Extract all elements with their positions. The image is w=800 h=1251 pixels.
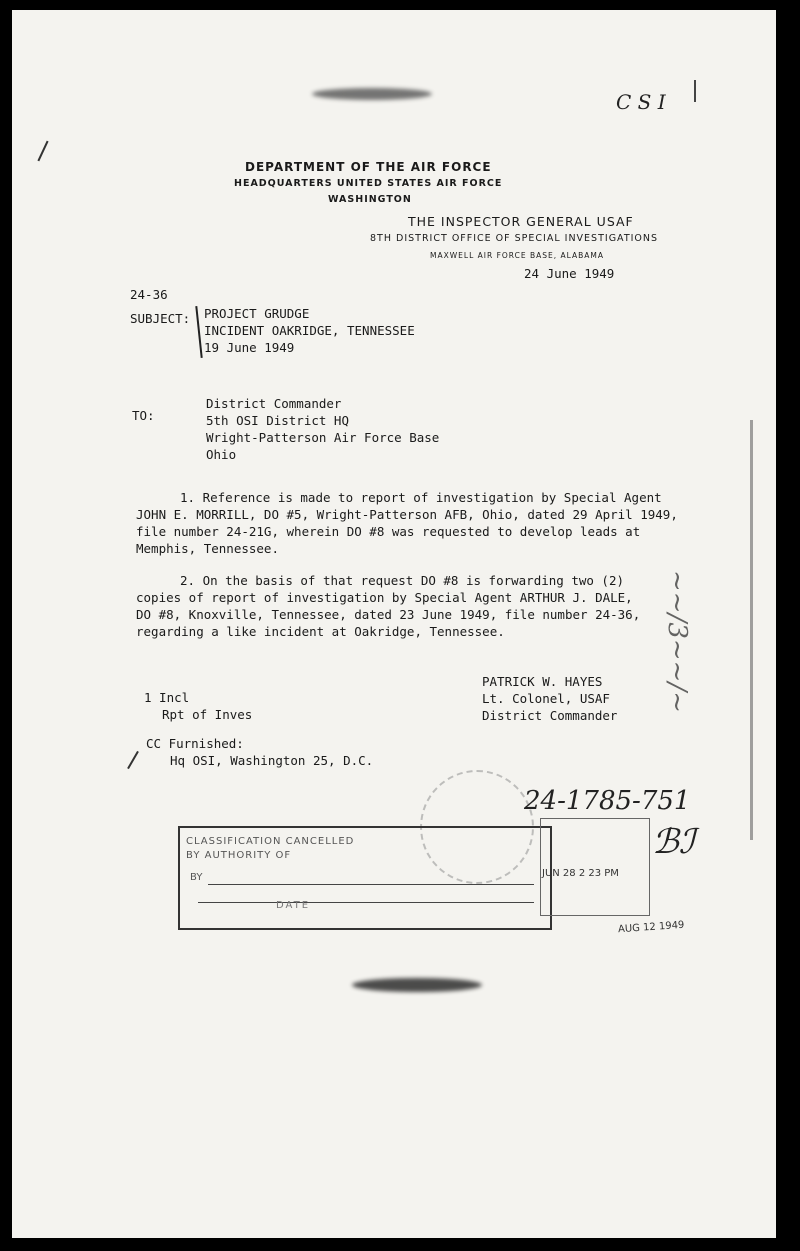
paragraph-2-line-4: regarding a like incident at Oakridge, Tennessee. [136, 624, 505, 639]
subject-label: SUBJECT: [130, 311, 191, 326]
cc-label: CC Furnished: [146, 736, 244, 751]
stamp-by-label: BY [190, 872, 203, 883]
subject-line-3: 19 June 1949 [204, 340, 295, 355]
stamp-date-line [198, 902, 534, 903]
received-time: JUN 28 2 23 PM [542, 868, 619, 879]
letter-date: 24 June 1949 [524, 266, 615, 281]
office-title: THE INSPECTOR GENERAL USAF [408, 214, 634, 229]
enclosure-line-2: Rpt of Inves [162, 707, 253, 722]
paragraph-2-line-2: copies of report of investigation by Special Agent ARTHUR J. DALE, [136, 590, 633, 605]
margin-tick [694, 80, 696, 102]
to-line-1: District Commander [206, 396, 342, 411]
received-initials: ℬℐ [652, 822, 695, 862]
subject-bracket [195, 306, 202, 358]
file-mark: C S I [616, 90, 666, 114]
office-district: 8TH DISTRICT OFFICE OF SPECIAL INVESTIGATIONS [370, 233, 659, 244]
bottom-smudge [352, 978, 482, 992]
signature-title: District Commander [482, 708, 618, 723]
signature-name: PATRICK W. HAYES [482, 674, 603, 689]
letterhead-headquarters: HEADQUARTERS UNITED STATES AIR FORCE [234, 178, 503, 189]
enclosure-line-1: 1 Incl [144, 690, 190, 705]
paragraph-2-line-3: DO #8, Knoxville, Tennessee, dated 23 June 1949, file number 24-36, [136, 607, 641, 622]
subject-line-1: PROJECT GRUDGE [204, 306, 310, 321]
stamp-by-line [208, 884, 534, 885]
letterhead-department: DEPARTMENT OF THE AIR FORCE [245, 160, 492, 174]
stamp-date-label: DATE [276, 900, 311, 911]
margin-vertical-mark [750, 420, 753, 840]
cc-slash [127, 751, 139, 769]
paragraph-1-line-4: Memphis, Tennessee. [136, 541, 279, 556]
classification-line-2: BY AUTHORITY OF [186, 850, 292, 861]
office-location: MAXWELL AIR FORCE BASE, ALABAMA [430, 251, 605, 260]
cc-line-1: Hq OSI, Washington 25, D.C. [170, 753, 374, 768]
margin-slash [37, 141, 48, 162]
paragraph-1-line-2: JOHN E. MORRILL, DO #5, Wright-Patterson AFB, Ohio, dated 29 April 1949, [136, 507, 678, 522]
to-line-3: Wright-Patterson Air Force Base [206, 430, 440, 445]
to-line-2: 5th OSI District HQ [206, 413, 349, 428]
received-stamp [540, 818, 650, 916]
paragraph-1-line-1: 1. Reference is made to report of investigation by Special Agent [180, 490, 662, 505]
subject-line-2: INCIDENT OAKRIDGE, TENNESSEE [204, 323, 415, 338]
letterhead-city: WASHINGTON [328, 194, 412, 205]
signature-rank: Lt. Colonel, USAF [482, 691, 610, 706]
to-label: TO: [132, 408, 155, 423]
to-line-4: Ohio [206, 447, 237, 462]
paragraph-1-line-3: file number 24-21G, wherein DO #8 was requested to develop leads at [136, 524, 641, 539]
file-reference: 24-36 [130, 287, 168, 302]
handwritten-file-number: 24-1785-751 [524, 786, 691, 816]
aug-date-stamp: AUG 12 1949 [617, 919, 685, 936]
classification-line-1: CLASSIFICATION CANCELLED [186, 836, 355, 847]
margin-handwriting: ~~/3~~/~ [662, 570, 692, 713]
document-page [12, 10, 776, 1238]
paragraph-2-line-1: 2. On the basis of that request DO #8 is forwarding two (2) [180, 573, 625, 588]
top-smudge [312, 88, 432, 100]
